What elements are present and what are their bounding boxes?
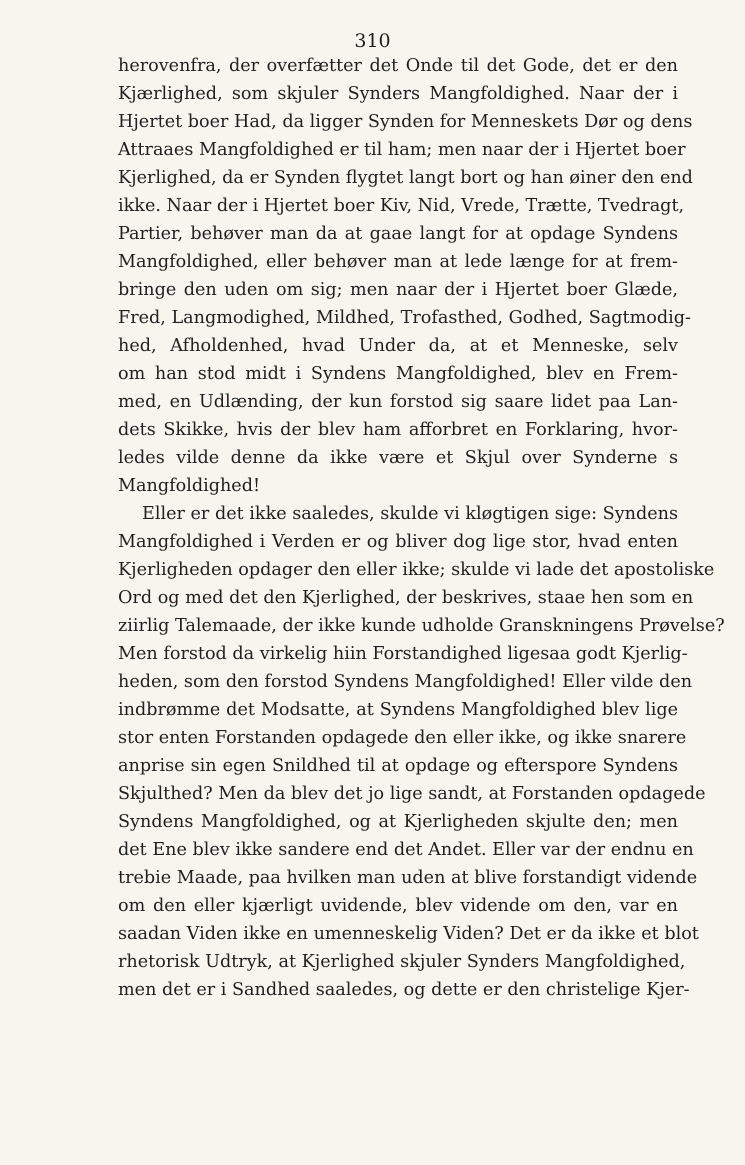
text-line: ikke. Naar der i Hjertet boer Kiv, Nid, Vrede, Trætte, Tvedragt, — [118, 196, 685, 216]
text-line: Mangfoldighed i Verden er og bliver dog lige stor, hvad enten — [118, 532, 678, 552]
text-line: Kjerlighed, da er Synden flygtet langt bort og han øiner den end — [118, 168, 693, 188]
text-line: Eller er det ikke saaledes, skulde vi kløgtigen sige: Syndens — [142, 504, 678, 524]
text-line: stor enten Forstanden opdagede den eller ikke, og ikke snarere — [118, 728, 687, 748]
text-line: Kjerligheden opdager den eller ikke; skulde vi lade det apostoliske — [118, 560, 715, 580]
text-line: om den eller kjærligt uvidende, blev vidende om den, var en — [118, 896, 678, 916]
text-line: Attraaes Mangfoldighed er til ham; men naar der i Hjertet boer — [118, 140, 686, 160]
body-text — [118, 52, 725, 1004]
text-line: dets Skikke, hvis der blev ham afforbret en Forklaring, hvor- — [118, 420, 678, 440]
text-line: Ord og med det den Kjerlighed, der beskrives, staae hen som en — [118, 588, 694, 608]
text-line: indbrømme det Modsatte, at Syndens Mangfoldighed blev lige — [118, 700, 678, 720]
text-line: rhetorisk Udtryk, at Kjerlighed skjuler Synders Mangfoldighed, — [118, 952, 686, 972]
text-line: ziirlig Talemaade, der ikke kunde udholde Granskningens Prøvelse? — [118, 616, 725, 636]
text-line: men det er i Sandhed saaledes, og dette er den christelige Kjer- — [118, 980, 690, 1000]
text-line: trebie Maade, paa hvilken man uden at blive forstandigt vidende — [118, 868, 698, 888]
text-line: heden, som den forstod Syndens Mangfoldighed! Eller vilde den — [118, 672, 693, 692]
text-line: hed, Afholdenhed, hvad Under da, at et Menneske, selv — [118, 336, 678, 356]
text-line: om han stod midt i Syndens Mangfoldighed, blev en Frem- — [118, 364, 678, 384]
text-line: Mangfoldighed, eller behøver man at lede længe for at frem- — [118, 252, 678, 272]
text-line: saadan Viden ikke en umenneskelig Viden? Det er da ikke et blot — [118, 924, 699, 944]
text-line: anprise sin egen Snildhed til at opdage og efterspore Syndens — [118, 756, 678, 776]
text-line: ledes vilde denne da ikke være et Skjul over Synderne s — [118, 448, 678, 468]
text-line: Syndens Mangfoldighed, og at Kjerligheden skjulte den; men — [118, 812, 678, 832]
text-line: Fred, Langmodighed, Mildhed, Trofasthed, Godhed, Sagtmodig- — [118, 308, 691, 328]
text-line: Skjulthed? Men da blev det jo lige sandt, at Forstanden opdagede — [118, 784, 706, 804]
text-line: Partier, behøver man da at gaae langt for at opdage Syndens — [118, 224, 678, 244]
text-line: med, en Udlænding, der kun forstod sig saare lidet paa Lan- — [118, 392, 678, 412]
page-number: 310 — [354, 30, 391, 52]
text-line: Mangfoldighed! — [118, 476, 261, 496]
text-line: herovenfra, der overfætter det Onde til det Gode, det er den — [118, 56, 678, 76]
text-line: bringe den uden om sig; men naar der i Hjertet boer Glæde, — [118, 280, 678, 300]
text-line: Hjertet boer Had, da ligger Synden for Menneskets Dør og dens — [118, 112, 693, 132]
text-line: det Ene blev ikke sandere end det Andet. Eller var der endnu en — [118, 840, 694, 860]
text-line: Men forstod da virkelig hiin Forstandighed ligesaa godt Kjerlig- — [118, 644, 688, 664]
text-line: Kjærlighed, som skjuler Synders Mangfoldighed. Naar der i — [118, 84, 678, 104]
